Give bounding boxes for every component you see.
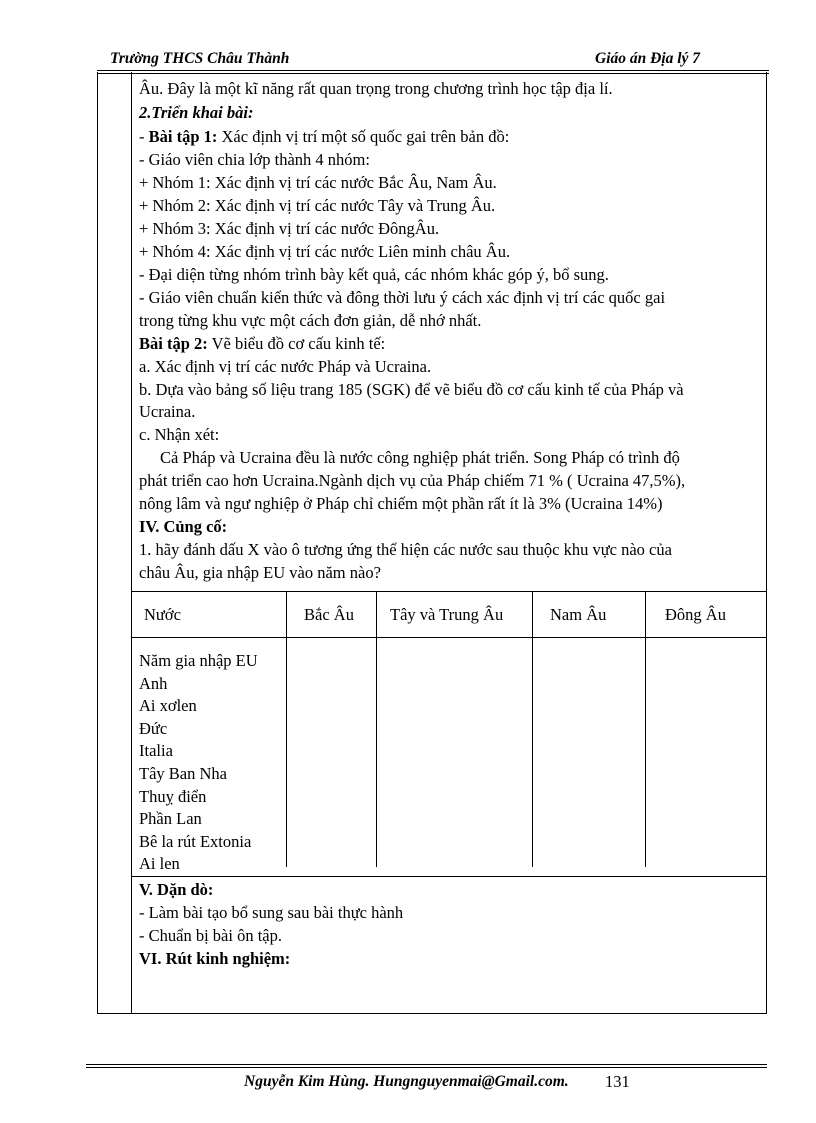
text-line-23: châu Âu, gia nhập EU vào năm nào?	[139, 563, 381, 582]
text-line-15: b. Dựa vào bảng số liệu trang 185 (SGK) để vẽ biểu đồ cơ cấu kinh tế của Pháp và	[139, 380, 684, 399]
text-line-8: + Nhóm 4: Xác định vị trí các nước Liên minh châu Âu.	[139, 242, 511, 261]
header-school: Trường THCS Châu Thành	[110, 50, 290, 67]
section-heading-cung-co: IV. Củng cố:	[139, 517, 228, 536]
text-line-17: c. Nhận xét:	[139, 425, 220, 444]
closing-item-1: - Làm bài tạo bổ sung sau bài thực hành	[139, 903, 404, 922]
text-line-20: nông lâm và ngư nghiệp ở Pháp chỉ chiếm một phần rất ít là 3% (Ucraina 14%)	[139, 494, 663, 513]
text-line-5: + Nhóm 1: Xác định vị trí các nước Bắc Âu, Nam Âu.	[139, 173, 497, 192]
text-line-7: + Nhóm 3: Xác định vị trí các nước ĐôngÂu.	[139, 219, 440, 238]
text-line-14: a. Xác định vị trí các nước Pháp và Ucraina.	[139, 357, 432, 376]
header-subject: Giáo án Địa lý 7	[595, 50, 701, 67]
exercise-1-text: Xác định vị trí một số quốc gai trên bản đồ:	[217, 127, 510, 146]
footer-rule-bottom	[86, 1067, 767, 1068]
table-row-labels	[139, 650, 258, 876]
header-rule-top	[97, 70, 769, 71]
closing-divider	[131, 876, 767, 877]
table-header-divider	[131, 637, 767, 638]
text-line-11: trong từng khu vực một cách đơn giản, dễ nhớ nhất.	[139, 311, 482, 330]
text-line-18: Cả Pháp và Ucraina đều là nước công nghiệp phát triển. Song Pháp có trình độ	[160, 448, 680, 467]
table-header-country: Nước	[144, 605, 181, 624]
table-row-label: Đức	[139, 718, 168, 738]
section-heading-rut-kinh-nghiem: VI. Rút kinh nghiệm:	[139, 949, 291, 968]
exercise-2-text: Vẽ biểu đồ cơ cấu kinh tế:	[207, 334, 386, 353]
table-row-label: Năm gia nhập EU	[139, 651, 258, 670]
closing-item-2: - Chuẩn bị bài ôn tập.	[139, 926, 282, 945]
table-row-label: Tây Ban Nha	[139, 763, 227, 783]
section-heading-dan-do: V. Dặn dò:	[139, 880, 214, 899]
table-col-divider-3	[532, 591, 533, 867]
table-header-west-central: Tây và Trung Âu	[390, 605, 504, 624]
exercise-table	[131, 591, 767, 874]
exercise-1-label: Bài tập 1:	[148, 127, 218, 146]
table-row-label: Phần Lan	[139, 809, 202, 829]
exercise-2-label: Bài tập 2:	[139, 334, 208, 353]
text-line-16: Ucraina.	[139, 402, 196, 421]
text-line-6: + Nhóm 2: Xác định vị trí các nước Tây và Trung Âu.	[139, 196, 496, 215]
text-line-1: Âu. Đây là một kĩ năng rất quan trọng trong chương trình học tập địa lí.	[139, 79, 613, 98]
table-col-divider-1	[286, 591, 287, 867]
text-line-4: - Giáo viên chia lớp thành 4 nhóm:	[139, 150, 370, 169]
footer-rule-top	[86, 1064, 767, 1065]
text-line-10: - Giáo viên chuẩn kiến thức và đông thời lưu ý cách xác định vị trí các quốc gai	[139, 288, 666, 307]
table-row-label: Thuỵ điển	[139, 786, 207, 806]
table-top-line	[131, 591, 767, 592]
text-line-22: 1. hãy đánh dấu X vào ô tương ứng thể hiện các nước sau thuộc khu vực nào của	[139, 540, 672, 559]
table-header-north: Bắc Âu	[304, 605, 354, 624]
table-header-east: Đông Âu	[665, 605, 726, 624]
inner-left-border	[131, 72, 132, 1014]
table-row-label: Ai len	[139, 854, 180, 874]
section-heading-trien-khai: 2.Triển khai bài:	[139, 103, 254, 122]
exercise-2-line	[139, 334, 385, 354]
table-row-label: Italia	[139, 741, 173, 761]
table-col-divider-2	[376, 591, 377, 867]
table-row-label: Ai xơlen	[139, 696, 197, 716]
table-header-south: Nam Âu	[550, 605, 607, 624]
text-line-19: phát triển cao hơn Ucraina.Ngành dịch vụ của Pháp chiếm 71 % ( Ucraina 47,5%),	[139, 471, 686, 490]
exercise-1-line: - Bài tập 1: Xác định vị trí một số quốc gai trên bản đồ:	[139, 127, 510, 146]
table-row-label: Anh	[139, 673, 168, 693]
footer-author: Nguyễn Kim Hùng. Hungnguyenmai@Gmail.com.	[244, 1073, 569, 1090]
table-row-label: Bê la rút Extonia	[139, 831, 252, 851]
page-number: 131	[605, 1072, 630, 1091]
table-col-divider-4	[645, 591, 646, 867]
text-line-9: - Đại diện từng nhóm trình bày kết quả, các nhóm khác góp ý, bổ sung.	[139, 265, 609, 284]
